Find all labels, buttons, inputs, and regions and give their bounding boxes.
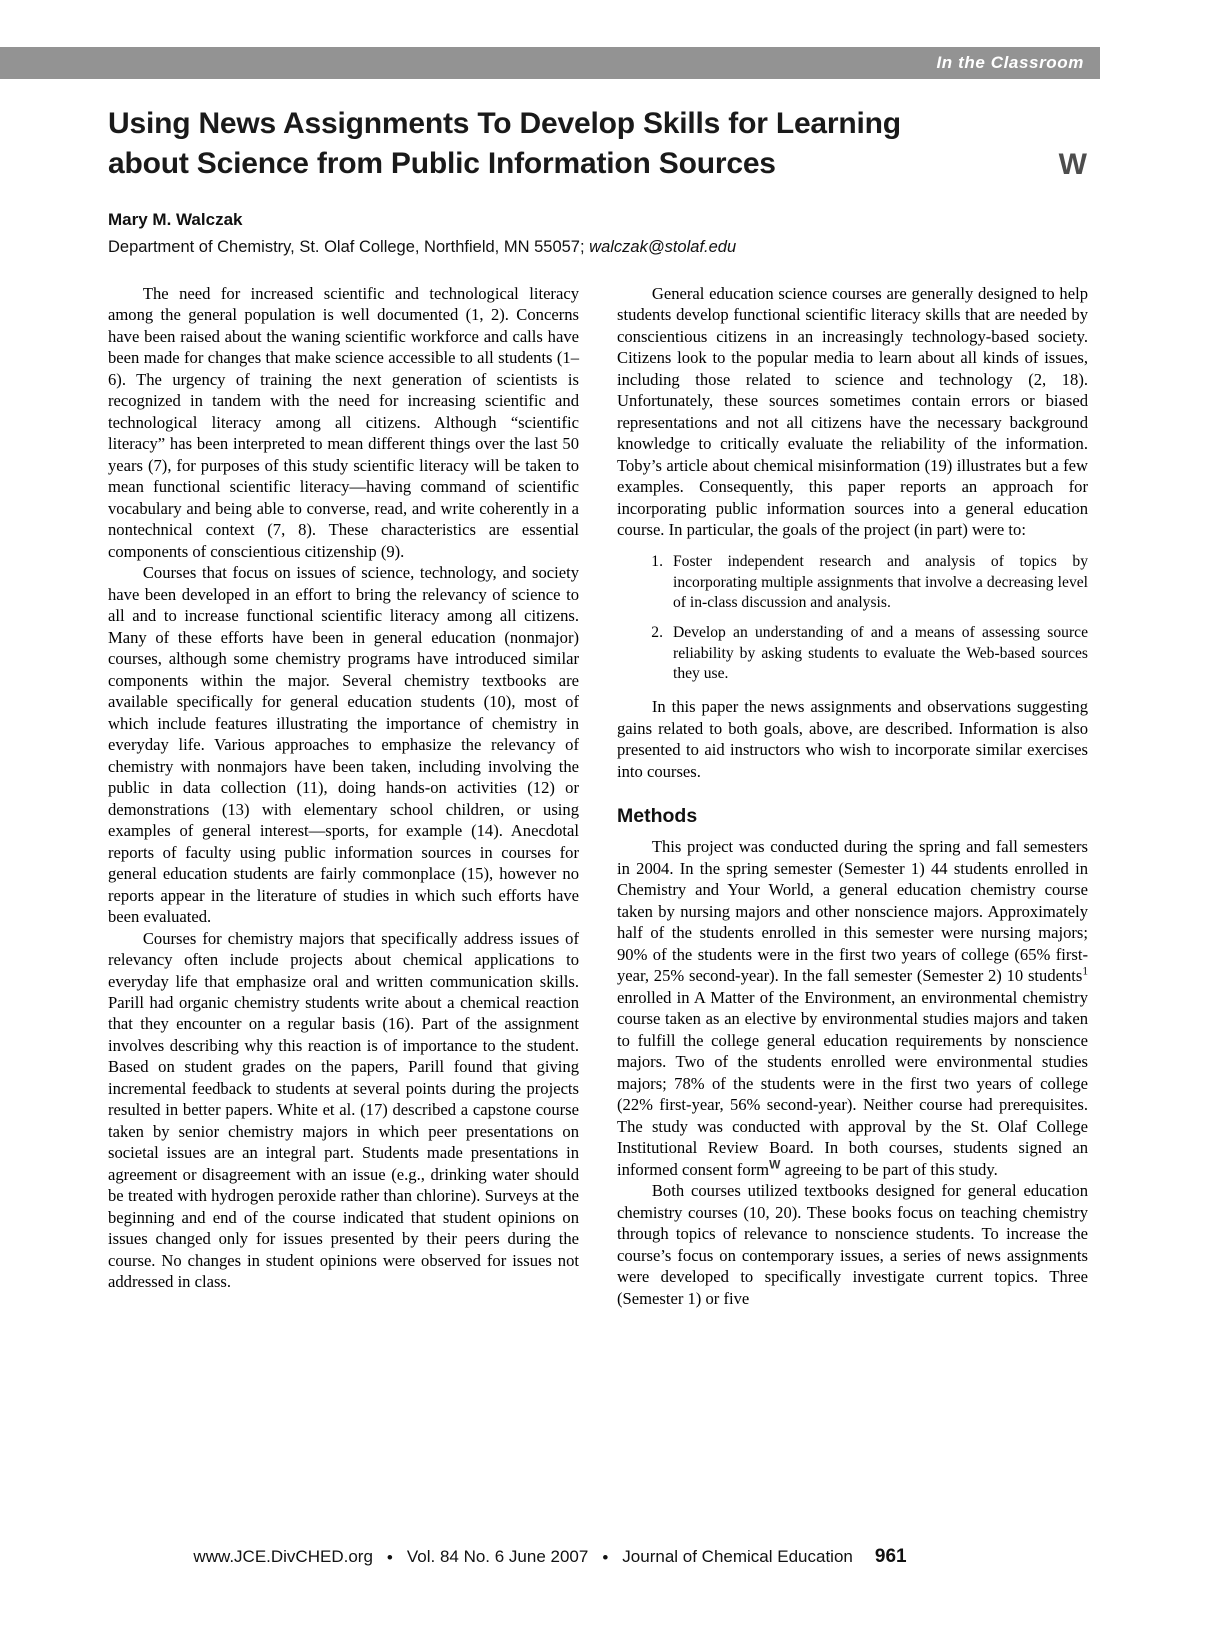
page-title xyxy=(108,104,978,184)
paragraph: Both courses utilized textbooks designed for general education chemistry courses (10, 20). These books focus on teaching chemistry through topics of relevance to nonscience students. To increase the course’s focus on contemporary issues, a series of news assignments were developed to specifically investigate current topics. Three (Semester 1) or five xyxy=(617,1181,1088,1308)
author-affiliation xyxy=(108,238,1098,257)
paragraph xyxy=(617,836,1088,1180)
article-title-line-1: Using News Assignments To Develop Skills for Learning xyxy=(108,107,901,140)
page-footer xyxy=(0,1546,1100,1568)
web-supplement-icon: W xyxy=(1058,148,1086,181)
footer-separator-2: • xyxy=(602,1547,609,1567)
methods-text-part-2: enrolled in A Matter of the Environment, an environmental chemistry course taken as an elective by environmental studies majors and taken to fulfill the college general education requirements by nonscience majors. Two of the students enrolled were environmental studies majors; 78% of the students were in the first two years of college (22% first-year, 56% second-year). Neither course had prerequisites. The study was conducted with approval by the St. Olaf College Institutional Review Board. In both courses, students signed an informed consent form xyxy=(617,987,1088,1179)
paragraph: The need for increased scientific and technological literacy among the general population is well documented (1, 2). Concerns have been raised about the waning scientific workforce and calls have been made for changes that make science accessible to all students (1–6). The urgency of training the next generation of scientists is recognized in tandem with the need for increasing scientific and technological literacy among all citizens. Although “scientific literacy” has been interpreted to mean different things over the last 50 years (7), for purposes of this study scientific literacy will be taken to mean functional scientific literacy—having command of scientific vocabulary and being able to converse, read, and write coherently in a nontechnical context (7, 8). These characteristics are essential components of conscientious citizenship (9). xyxy=(108,284,579,561)
list-item: Develop an understanding of and a means of assessing source reliability by asking students to evaluate the Web-based sources they use. xyxy=(673,624,1088,683)
right-column xyxy=(617,283,1088,1438)
list-item: Foster independent research and analysis of topics by incorporating multiple assignments that involve a decreasing level of in-class discussion and analysis. xyxy=(673,552,1088,612)
author-email[interactable]: walczak@stolaf.edu xyxy=(589,237,737,256)
methods-text-part-3: agreeing to be part of this study. xyxy=(780,1159,998,1179)
project-goals-list xyxy=(617,552,1088,685)
title-block xyxy=(108,104,1098,257)
running-head-bar xyxy=(0,47,1100,79)
article-title-line-2: about Science from Public Information Sources xyxy=(108,146,776,180)
left-column xyxy=(108,283,579,1438)
methods-text-part-1: This project was conducted during the spring and fall semesters in 2004. In the spring semester (Semester 1) 44 students enrolled in Chemistry and Your World, a general education chemistry course taken by nursing majors and other nonscience majors. Approximately half of the students enrolled in this semester were nursing majors; 90% of the students were in the first two years of college (65% first-year, 25% second-year). In the fall semester (Semester 2) 10 students xyxy=(617,837,1088,986)
paragraph: Courses for chemistry majors that specifically address issues of relevancy often include projects about chemical applications to everyday life that emphasize oral and written communication skills. Parill had organic chemistry students write about a chemical reaction that they encounter on a regular basis (16). Part of the assignment involves describing why this reaction is of importance to the student. Based on student grades on the papers, Parill found that giving incremental feedback to students at several points during the projects resulted in better papers. White et al. (17) described a capstone course taken by senior chemistry majors in which peer presentations on societal issues are an integral part. Students made presentations in agreement or disagreement with an issue (e.g., drinking water should be treated with hydrogen peroxide rather than chlorine). Surveys at the beginning and end of the course indicated that student opinions on issues changed only for issues presented by their peers during the course. No changes in student opinions were observed for issues not addressed in class. xyxy=(108,928,579,1292)
author-name: Mary M. Walczak xyxy=(108,209,243,229)
footnote-reference: 1 xyxy=(1082,965,1088,978)
paragraph: Courses that focus on issues of science, technology, and society have been developed in an effort to bring the relevancy of science to all and to increase functional scientific literacy among all citizens. Many of these efforts have been in general education (nonmajor) courses, although some chemistry programs have introduced similar components within the major. Several chemistry textbooks are available specifically for general education students (10), most of which include features illustrating the importance of chemistry in everyday life. Various approaches to emphasize the relevancy of chemistry with nonmajors have been taken, including involving the public in data collection (11), doing hands-on activities (12) or demonstrations (13) with elementary school children, or using examples of general interest—sports, for example (14). Anecdotal reports of faculty using public information sources in courses for general education students are fairly commonplace (15), however no reports appear in the literature of studies in which such efforts have been evaluated. xyxy=(108,563,579,927)
web-supplement-icon: W xyxy=(769,1157,781,1172)
footer-separator-1: • xyxy=(386,1547,393,1567)
running-head-label: In the Classroom xyxy=(936,53,1084,72)
footer-journal-name: Journal of Chemical Education xyxy=(622,1547,853,1566)
affiliation-text: Department of Chemistry, St. Olaf College, Northfield, MN 55057; xyxy=(108,237,590,256)
section-heading-methods: Methods xyxy=(617,805,698,828)
footer-volume-issue: Vol. 84 No. 6 June 2007 xyxy=(406,1547,589,1566)
article-body xyxy=(108,283,1088,1438)
paragraph: In this paper the news assignments and observations suggesting gains related to both goals, above, are described. Information is also presented to aid instructors who wish to incorporate similar exercises into courses. xyxy=(617,697,1088,781)
paragraph: General education science courses are generally designed to help students develop functional scientific literacy skills that are needed by conscientious citizens in an increasingly technology-based society. Citizens look to the popular media to learn about all kinds of issues, including those related to science and technology (2, 18). Unfortunately, these sources sometimes contain errors or biased representations and not all citizens have the necessary background knowledge to critically evaluate the reliability of the information. Toby’s article about chemical misinformation (19) illustrates but a few examples. Consequently, this paper reports an approach for incorporating public information sources into a general education course. In particular, the goals of the project (in part) were to: xyxy=(617,284,1088,540)
footer-website[interactable]: www.JCE.DivCHED.org xyxy=(193,1547,373,1566)
footer-page-number: 961 xyxy=(874,1546,907,1567)
